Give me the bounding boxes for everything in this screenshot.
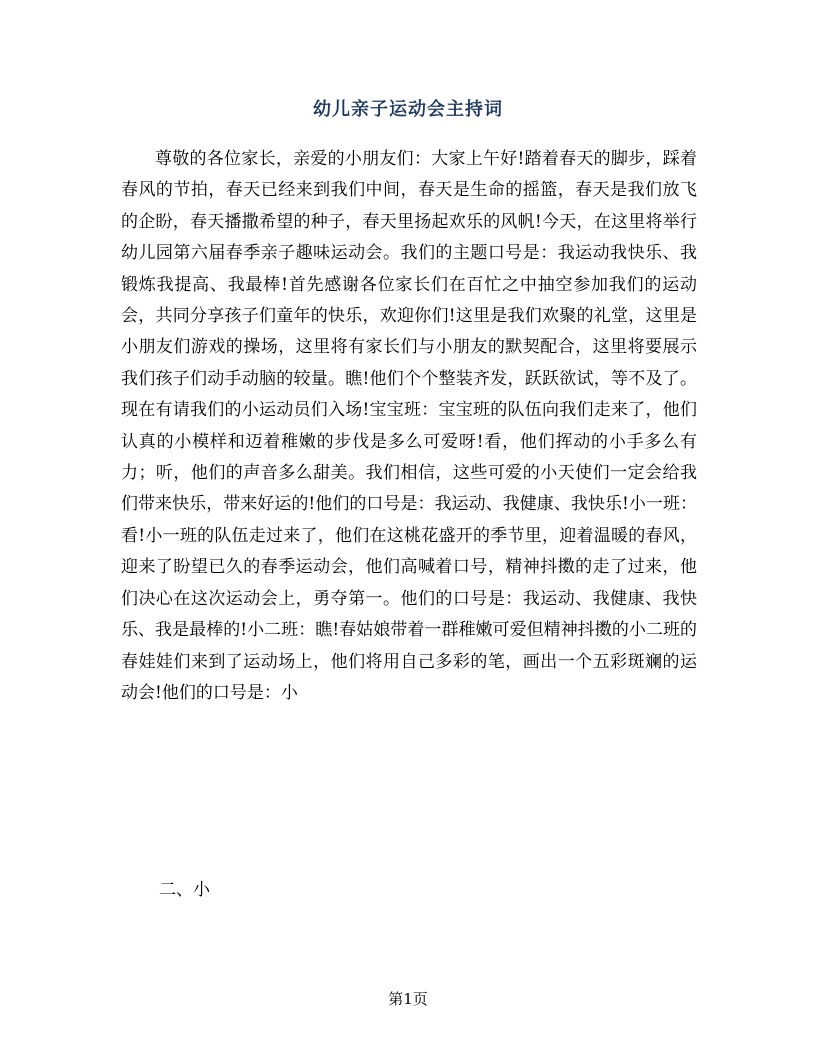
document-title: 幼儿亲子运动会主持词 xyxy=(313,99,503,120)
page-number-footer: 第1页 xyxy=(388,990,428,1008)
section-heading: 二、小 xyxy=(159,880,210,900)
body-paragraph: 尊敬的各位家长，亲爱的小朋友们：大家上午好!踏着春天的脚步，踩着春风的节拍，春天已经来到我们中间，春天是生命的摇篮，春天是我们放飞的企盼，春天播撒希望的种子，春天里扬起欢乐的风帆!今天，在这里将举行幼儿园第六届春季亲子趣味运动会。我们的主题口号是：我运动我快乐、我锻炼我提高、我最棒!首先感谢各位家长们在百忙之中抽空参加我们的运动会，共同分享孩子们童年的快乐，欢迎你们!这里是我们欢聚的礼堂，这里是小朋友们游戏的操场，这里将有家长们与小朋友的默契配合，这里将要展示我们孩子们动手动脑的较量。瞧!他们个个整装齐发，跃跃欲试，等不及了。现在有请我们的小运动员们入场!宝宝班：宝宝班的队伍向我们走来了，他们认真的小模样和迈着稚嫩的步伐是多么可爱呀!看，他们挥动的小手多么有力；听，他们的声音多么甜美。我们相信，这些可爱的小天使们一定会给我们带来快乐，带来好运的!他们的口号是：我运动、我健康、我快乐!小一班：看!小一班的队伍走过来了，他们在这桃花盛开的季节里，迎着温暖的春风，迎来了盼望已久的春季运动会，他们高喊着口号，精神抖擞的走了过来，他们决心在这次运动会上，勇夺第一。他们的口号是：我运动、我健康、我快乐、我是最棒的!小二班：瞧!春姑娘带着一群稚嫩可爱但精神抖擞的小二班的春娃娃们来到了运动场上，他们将用自己多彩的笔，画出一个五彩斑斓的运动会!他们的口号是：小 xyxy=(121,149,697,703)
